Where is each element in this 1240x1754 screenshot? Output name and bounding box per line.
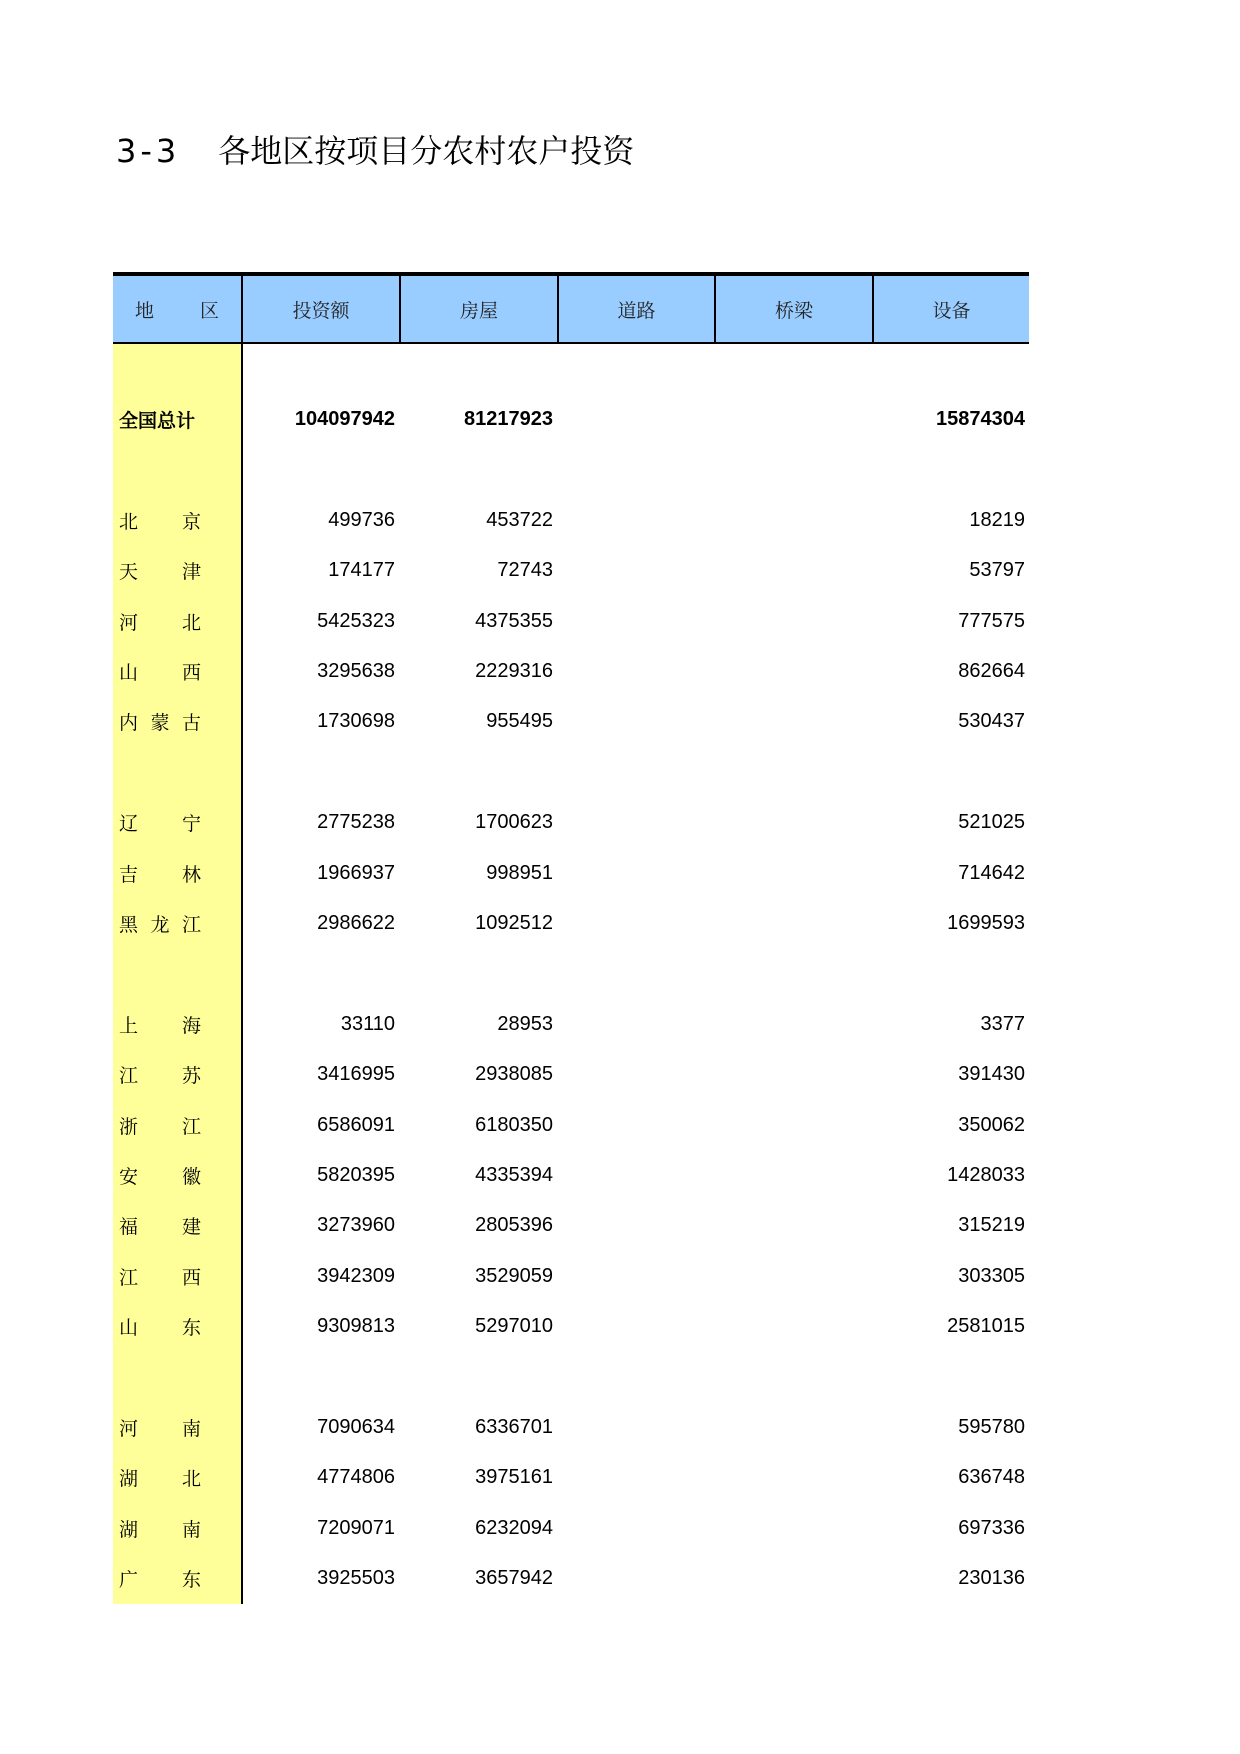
equipment-cell: 230136 bbox=[958, 1567, 1025, 1590]
equipment-cell: 15874304 bbox=[936, 408, 1025, 431]
table-row bbox=[113, 1553, 1029, 1603]
investment-cell: 3416995 bbox=[317, 1063, 395, 1086]
header-roads: 道路 bbox=[557, 276, 714, 342]
region-char: 津 bbox=[181, 561, 201, 584]
page-title bbox=[116, 126, 634, 172]
region-char: 江 bbox=[181, 913, 201, 936]
investment-cell: 4774806 bbox=[317, 1466, 395, 1489]
housing-cell: 3657942 bbox=[475, 1567, 553, 1590]
region-char: 内 bbox=[119, 712, 139, 735]
housing-cell: 72743 bbox=[497, 559, 553, 582]
region-char: 上 bbox=[119, 1014, 139, 1037]
region-cell bbox=[113, 608, 241, 635]
region-cell bbox=[113, 1313, 241, 1340]
region-char: 山 bbox=[119, 1317, 139, 1340]
header-bridges: 桥梁 bbox=[714, 276, 872, 342]
region-char: 宁 bbox=[181, 813, 201, 836]
region-cell bbox=[113, 1263, 241, 1290]
equipment-cell: 862664 bbox=[958, 660, 1025, 683]
region-char: 江 bbox=[181, 1115, 201, 1138]
header-investment: 投资额 bbox=[241, 276, 399, 342]
region-char: 建 bbox=[181, 1216, 201, 1239]
table-row bbox=[113, 848, 1029, 898]
housing-cell: 2805396 bbox=[475, 1214, 553, 1237]
table-row bbox=[113, 646, 1029, 696]
region-cell bbox=[113, 1112, 241, 1139]
region-cell bbox=[113, 1565, 241, 1592]
investment-cell: 1966937 bbox=[317, 861, 395, 884]
table-row bbox=[113, 546, 1029, 596]
equipment-cell: 3377 bbox=[980, 1012, 1025, 1035]
table-row bbox=[113, 596, 1029, 646]
housing-cell: 3529059 bbox=[475, 1264, 553, 1287]
equipment-cell: 53797 bbox=[969, 559, 1025, 582]
region-char: 西 bbox=[181, 1266, 201, 1289]
region-char: 海 bbox=[181, 1014, 201, 1037]
equipment-cell: 18219 bbox=[969, 508, 1025, 531]
region-cell bbox=[113, 910, 241, 937]
region-cell bbox=[113, 1464, 241, 1491]
region-char: 河 bbox=[119, 611, 139, 634]
investment-cell: 104097942 bbox=[294, 408, 395, 431]
region-cell bbox=[113, 1515, 241, 1542]
region-char: 浙 bbox=[119, 1115, 139, 1138]
header-region bbox=[113, 276, 241, 342]
region-char: 南 bbox=[181, 1417, 201, 1440]
table-row bbox=[113, 495, 1029, 545]
housing-cell: 453722 bbox=[486, 508, 553, 531]
region-cell bbox=[113, 507, 241, 534]
region-cell bbox=[113, 809, 241, 836]
investment-cell: 5820395 bbox=[317, 1163, 395, 1186]
investment-table bbox=[113, 272, 1029, 1604]
region-char: 京 bbox=[181, 510, 201, 533]
equipment-cell: 303305 bbox=[958, 1264, 1025, 1287]
equipment-cell: 777575 bbox=[958, 609, 1025, 632]
region-cell bbox=[113, 708, 241, 735]
region-char: 广 bbox=[119, 1569, 139, 1592]
region-char: 河 bbox=[119, 1417, 139, 1440]
housing-cell: 2229316 bbox=[475, 660, 553, 683]
investment-cell: 7209071 bbox=[317, 1516, 395, 1539]
table-row bbox=[113, 1301, 1029, 1351]
region-cell bbox=[113, 1011, 241, 1038]
equipment-cell: 530437 bbox=[958, 710, 1025, 733]
region-char: 湖 bbox=[119, 1468, 139, 1491]
investment-cell: 2775238 bbox=[317, 811, 395, 834]
region-char: 南 bbox=[181, 1518, 201, 1541]
housing-cell: 28953 bbox=[497, 1012, 553, 1035]
table-number: 3-3 bbox=[116, 132, 181, 170]
region-char: 苏 bbox=[181, 1065, 201, 1088]
housing-cell: 81217923 bbox=[464, 408, 553, 431]
region-char: 北 bbox=[181, 1468, 201, 1491]
table-row bbox=[113, 1402, 1029, 1452]
region-cell bbox=[113, 1414, 241, 1441]
table-row bbox=[113, 1503, 1029, 1553]
region-char: 徽 bbox=[181, 1165, 201, 1188]
housing-cell: 998951 bbox=[486, 861, 553, 884]
equipment-cell: 697336 bbox=[958, 1516, 1025, 1539]
header-region-char: 区 bbox=[199, 299, 219, 322]
equipment-cell: 1428033 bbox=[947, 1163, 1025, 1186]
table-row bbox=[113, 798, 1029, 848]
table-row bbox=[113, 1201, 1029, 1251]
region-char: 安 bbox=[119, 1165, 139, 1188]
investment-cell: 2986622 bbox=[317, 911, 395, 934]
investment-cell: 3273960 bbox=[317, 1214, 395, 1237]
equipment-cell: 2581015 bbox=[947, 1315, 1025, 1338]
table-row bbox=[113, 1049, 1029, 1099]
investment-cell: 499736 bbox=[328, 508, 395, 531]
investment-cell: 6586091 bbox=[317, 1113, 395, 1136]
region-char: 东 bbox=[181, 1569, 201, 1592]
table-row bbox=[113, 898, 1029, 948]
total-row bbox=[113, 394, 1029, 444]
housing-cell: 6180350 bbox=[475, 1113, 553, 1136]
housing-cell: 955495 bbox=[486, 710, 553, 733]
equipment-cell: 315219 bbox=[958, 1214, 1025, 1237]
region-char: 蒙 bbox=[150, 712, 170, 735]
table-row bbox=[113, 1150, 1029, 1200]
region-char: 北 bbox=[181, 611, 201, 634]
investment-cell: 3942309 bbox=[317, 1264, 395, 1287]
region-char: 江 bbox=[119, 1266, 139, 1289]
housing-cell: 6336701 bbox=[475, 1415, 553, 1438]
region-char: 古 bbox=[181, 712, 201, 735]
region-char: 福 bbox=[119, 1216, 139, 1239]
region-char: 天 bbox=[119, 561, 139, 584]
region-char: 龙 bbox=[150, 913, 170, 936]
table-body bbox=[113, 344, 1029, 1604]
region-cell bbox=[113, 1162, 241, 1189]
region-char: 东 bbox=[181, 1317, 201, 1340]
equipment-cell: 636748 bbox=[958, 1466, 1025, 1489]
investment-cell: 3925503 bbox=[317, 1567, 395, 1590]
header-region-char: 地 bbox=[135, 299, 155, 322]
investment-cell: 1730698 bbox=[317, 710, 395, 733]
housing-cell: 5297010 bbox=[475, 1315, 553, 1338]
region-char: 黑 bbox=[119, 913, 139, 936]
region-cell bbox=[113, 1061, 241, 1088]
table-row bbox=[113, 1251, 1029, 1301]
housing-cell: 1700623 bbox=[475, 811, 553, 834]
investment-cell: 9309813 bbox=[317, 1315, 395, 1338]
region-char: 山 bbox=[119, 662, 139, 685]
region-cell bbox=[113, 658, 241, 685]
equipment-cell: 391430 bbox=[958, 1063, 1025, 1086]
region-char: 林 bbox=[181, 863, 201, 886]
region-char: 江 bbox=[119, 1065, 139, 1088]
equipment-cell: 350062 bbox=[958, 1113, 1025, 1136]
header-equipment: 设备 bbox=[872, 276, 1029, 342]
table-title: 各地区按项目分农村农户投资 bbox=[218, 132, 635, 170]
investment-cell: 3295638 bbox=[317, 660, 395, 683]
region-cell bbox=[113, 1212, 241, 1239]
equipment-cell: 714642 bbox=[958, 861, 1025, 884]
table-row bbox=[113, 697, 1029, 747]
region-cell: 全国总计 bbox=[119, 410, 196, 433]
housing-cell: 4335394 bbox=[475, 1163, 553, 1186]
housing-cell: 2938085 bbox=[475, 1063, 553, 1086]
table-row bbox=[113, 1453, 1029, 1503]
region-char: 吉 bbox=[119, 863, 139, 886]
region-char: 湖 bbox=[119, 1518, 139, 1541]
investment-cell: 174177 bbox=[328, 559, 395, 582]
housing-cell: 1092512 bbox=[475, 911, 553, 934]
investment-cell: 7090634 bbox=[317, 1415, 395, 1438]
table-header bbox=[113, 276, 1029, 344]
investment-cell: 5425323 bbox=[317, 609, 395, 632]
region-cell bbox=[113, 557, 241, 584]
table-row bbox=[113, 999, 1029, 1049]
region-char: 西 bbox=[181, 662, 201, 685]
investment-cell: 33110 bbox=[340, 1012, 395, 1035]
region-char: 北 bbox=[119, 510, 139, 533]
housing-cell: 6232094 bbox=[475, 1516, 553, 1539]
equipment-cell: 595780 bbox=[958, 1415, 1025, 1438]
table-row bbox=[113, 1100, 1029, 1150]
housing-cell: 4375355 bbox=[475, 609, 553, 632]
equipment-cell: 1699593 bbox=[947, 911, 1025, 934]
region-cell bbox=[113, 860, 241, 887]
housing-cell: 3975161 bbox=[475, 1466, 553, 1489]
header-housing: 房屋 bbox=[399, 276, 557, 342]
equipment-cell: 521025 bbox=[958, 811, 1025, 834]
region-char: 辽 bbox=[119, 813, 139, 836]
